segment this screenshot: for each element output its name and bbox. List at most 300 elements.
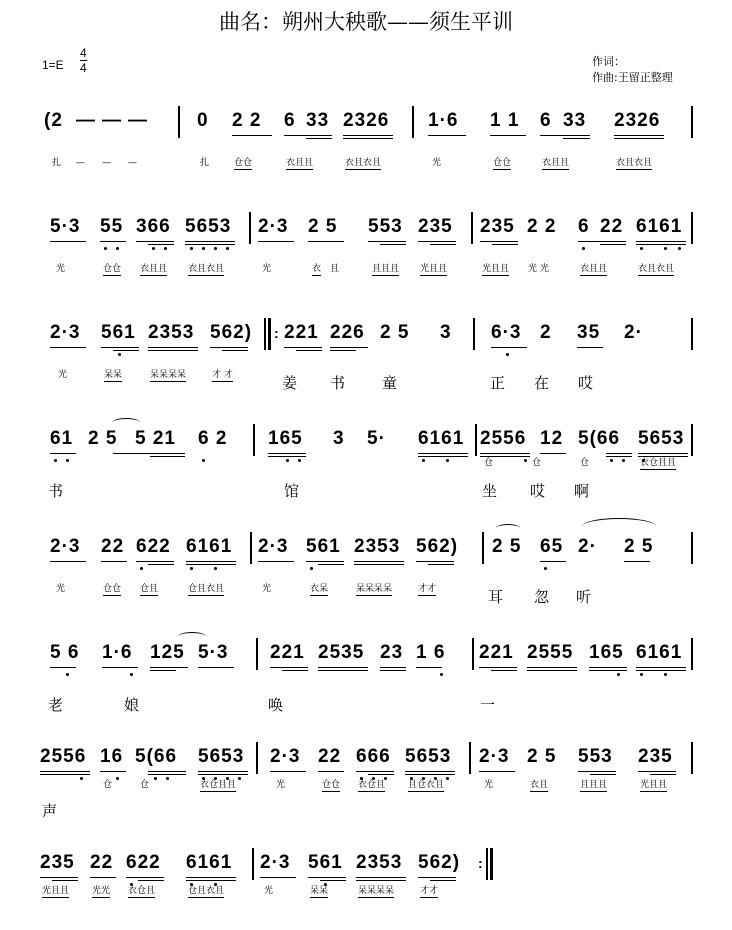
lyric: 老 bbox=[48, 696, 64, 714]
beam bbox=[589, 667, 627, 668]
note: 2326 bbox=[343, 110, 390, 131]
beam bbox=[606, 453, 632, 454]
beam bbox=[100, 241, 126, 242]
beam bbox=[296, 350, 322, 351]
note: 2353 bbox=[148, 322, 195, 343]
credits bbox=[592, 54, 673, 86]
perc-syllable: 衣且衣且 bbox=[345, 158, 382, 168]
beam bbox=[113, 350, 139, 351]
beam bbox=[318, 564, 344, 565]
beam bbox=[126, 877, 164, 878]
octave-dot bbox=[678, 247, 681, 250]
barline bbox=[473, 318, 475, 350]
note: 5653 bbox=[185, 216, 232, 237]
note: 6161 bbox=[636, 642, 683, 663]
octave-dot bbox=[130, 673, 133, 676]
note: 221 bbox=[284, 322, 319, 343]
note: 366 bbox=[136, 216, 171, 237]
beam bbox=[138, 880, 164, 881]
perc-syllable: 仓 bbox=[484, 458, 494, 468]
beam bbox=[638, 456, 688, 457]
beam bbox=[490, 135, 526, 136]
beam bbox=[590, 774, 616, 775]
composer: 作曲:王留正整理 bbox=[592, 71, 673, 84]
perc-syllable: — bbox=[128, 158, 137, 168]
beam bbox=[418, 241, 456, 242]
perc-syllable: 光 bbox=[262, 584, 272, 594]
beam bbox=[210, 347, 248, 348]
octave-dot bbox=[640, 673, 643, 676]
beam bbox=[380, 667, 406, 668]
note: 1 6 bbox=[416, 642, 446, 663]
note: 221 bbox=[270, 642, 305, 663]
beam bbox=[258, 561, 294, 562]
beam bbox=[50, 241, 86, 242]
lyrics-row bbox=[0, 800, 732, 822]
beam bbox=[198, 771, 248, 772]
beam bbox=[282, 670, 308, 671]
perc-syllable: 衣 bbox=[312, 264, 322, 274]
beam bbox=[308, 241, 344, 242]
note: 2555 bbox=[527, 642, 574, 663]
note: 2·3 bbox=[270, 746, 301, 767]
octave-dot bbox=[118, 353, 121, 356]
perc-syllable: 衣仓且 bbox=[358, 780, 386, 790]
note: 6 bbox=[578, 216, 590, 237]
barline bbox=[691, 212, 693, 244]
octave-dot bbox=[582, 247, 585, 250]
beam bbox=[563, 138, 590, 139]
percussion-row bbox=[0, 264, 732, 280]
note: 1·6 bbox=[428, 110, 459, 131]
note: 622 bbox=[126, 852, 161, 873]
note: 2·3 bbox=[258, 536, 289, 557]
lyric: 一 bbox=[480, 696, 496, 714]
lyric: 听 bbox=[576, 588, 592, 606]
beam bbox=[356, 877, 406, 878]
note: 3 bbox=[440, 322, 452, 343]
beam bbox=[491, 347, 527, 348]
beam bbox=[480, 241, 518, 242]
lyric: 在 bbox=[534, 374, 550, 392]
perc-syllable: 衣且且 bbox=[286, 158, 314, 168]
notes-row bbox=[0, 640, 732, 668]
perc-syllable: 仓且衣且 bbox=[188, 886, 225, 896]
song-title: 曲名：朔州大秧歌——须生平训 bbox=[219, 10, 513, 34]
key-signature: 1=E bbox=[42, 58, 64, 72]
note: 22 bbox=[101, 536, 125, 557]
beam bbox=[589, 670, 627, 671]
note: 22 bbox=[318, 746, 342, 767]
percussion-row bbox=[0, 886, 732, 902]
beam bbox=[638, 453, 688, 454]
perc-syllable: 且仓衣且 bbox=[408, 780, 445, 790]
repeat-dots: : bbox=[478, 855, 484, 871]
beam bbox=[186, 877, 236, 878]
perc-syllable: 光且且 bbox=[482, 264, 510, 274]
perc-syllable: 光且且 bbox=[640, 780, 668, 790]
beam bbox=[113, 453, 185, 454]
perc-syllable: 呆呆呆呆 bbox=[356, 584, 393, 594]
beam bbox=[577, 347, 603, 348]
lyric: 正 bbox=[490, 374, 506, 392]
beam bbox=[491, 670, 517, 671]
perc-syllable: 呆呆 bbox=[104, 370, 123, 380]
beam bbox=[102, 667, 138, 668]
beam bbox=[320, 880, 346, 881]
beam bbox=[318, 670, 368, 671]
octave-dot bbox=[640, 247, 643, 250]
barline bbox=[469, 742, 471, 774]
beam bbox=[270, 771, 306, 772]
lyric: 馆 bbox=[284, 482, 300, 500]
octave-dot bbox=[190, 247, 193, 250]
perc-syllable: 光且且 bbox=[420, 264, 448, 274]
barline bbox=[691, 106, 693, 138]
beam bbox=[101, 561, 127, 562]
beam bbox=[428, 135, 466, 136]
lyric: 哎 bbox=[578, 374, 594, 392]
beam bbox=[636, 667, 686, 668]
barline bbox=[178, 106, 180, 138]
perc-syllable: 仓且 bbox=[140, 584, 159, 594]
note: 0 bbox=[197, 110, 209, 131]
octave-dot bbox=[140, 567, 143, 570]
beam bbox=[268, 456, 306, 457]
note: (2 bbox=[44, 110, 63, 131]
notes-row bbox=[0, 426, 732, 454]
note: 2·3 bbox=[50, 536, 81, 557]
note: 2·3 bbox=[50, 322, 81, 343]
perc-syllable: 光且且 bbox=[42, 886, 70, 896]
note: 65 bbox=[540, 536, 564, 557]
beam bbox=[416, 561, 454, 562]
beam bbox=[650, 774, 676, 775]
beam bbox=[185, 244, 235, 245]
time-signature-bottom: 4 bbox=[80, 61, 87, 75]
beam bbox=[405, 774, 455, 775]
perc-syllable: — bbox=[102, 158, 111, 168]
beam bbox=[150, 667, 188, 668]
beam bbox=[368, 241, 406, 242]
note: 5(66 bbox=[578, 428, 621, 449]
barline bbox=[490, 848, 493, 880]
note: 6·3 bbox=[491, 322, 522, 343]
beam bbox=[148, 350, 198, 351]
barline bbox=[691, 742, 693, 774]
beam bbox=[600, 244, 626, 245]
note: 2 bbox=[540, 322, 552, 343]
note: 6 bbox=[284, 110, 296, 131]
beam bbox=[308, 877, 346, 878]
note: 6161 bbox=[186, 852, 233, 873]
perc-syllable: 扎 bbox=[52, 158, 62, 168]
beam bbox=[418, 877, 456, 878]
lyric: 耳 bbox=[488, 588, 504, 606]
note: 235 bbox=[40, 852, 75, 873]
lyricist: 作词： bbox=[592, 55, 625, 68]
note: 5· bbox=[367, 428, 386, 449]
beam bbox=[284, 135, 332, 136]
note: 5653 bbox=[405, 746, 452, 767]
note: 622 bbox=[136, 536, 171, 557]
beam bbox=[380, 244, 406, 245]
note: 2 5 bbox=[492, 536, 522, 557]
note: 3 bbox=[333, 428, 345, 449]
note: 5 6 bbox=[50, 642, 80, 663]
octave-dot bbox=[617, 673, 620, 676]
barline bbox=[691, 638, 693, 670]
beam bbox=[148, 564, 174, 565]
note: 2·3 bbox=[258, 216, 289, 237]
beam bbox=[150, 456, 185, 457]
note: 5·3 bbox=[50, 216, 81, 237]
beam bbox=[148, 774, 186, 775]
beam bbox=[527, 667, 577, 668]
note: 666 bbox=[356, 746, 391, 767]
lyrics-row bbox=[0, 480, 732, 502]
time-signature bbox=[80, 46, 87, 75]
beam bbox=[258, 241, 294, 242]
note: 6161 bbox=[186, 536, 233, 557]
beam bbox=[136, 561, 174, 562]
beam bbox=[356, 771, 394, 772]
lyric: 书 bbox=[48, 482, 64, 500]
perc-syllable: 衣仓且且 bbox=[200, 780, 237, 790]
octave-dot bbox=[214, 247, 217, 250]
beam bbox=[330, 350, 356, 351]
beam bbox=[578, 241, 626, 242]
octave-dot bbox=[664, 247, 667, 250]
perc-syllable: 光 bbox=[262, 264, 272, 274]
note: 226 bbox=[330, 322, 365, 343]
notes-row bbox=[0, 850, 732, 878]
beam bbox=[318, 771, 344, 772]
perc-syllable: 光光 bbox=[92, 886, 111, 896]
lyric: 唤 bbox=[268, 696, 284, 714]
notes-row bbox=[0, 744, 732, 772]
perc-syllable: 仓 bbox=[140, 780, 150, 790]
beam bbox=[284, 347, 322, 348]
beam bbox=[185, 241, 235, 242]
perc-syllable: 光 bbox=[56, 584, 66, 594]
beam bbox=[638, 771, 676, 772]
note: 561 bbox=[101, 322, 136, 343]
beam bbox=[222, 350, 248, 351]
note: 125 bbox=[150, 642, 185, 663]
note: 2·3 bbox=[260, 852, 291, 873]
perc-syllable: — bbox=[76, 158, 85, 168]
note: 12 bbox=[540, 428, 564, 449]
note: 2 2 bbox=[232, 110, 262, 131]
beam bbox=[540, 135, 590, 136]
perc-syllable: 衣且 bbox=[530, 780, 549, 790]
beam bbox=[418, 456, 468, 457]
beam bbox=[480, 453, 530, 454]
note: 2326 bbox=[614, 110, 661, 131]
note: 561 bbox=[306, 536, 341, 557]
note: 235 bbox=[418, 216, 453, 237]
note: 61 bbox=[50, 428, 74, 449]
note: — bbox=[76, 110, 96, 131]
barline bbox=[691, 424, 693, 456]
beam bbox=[354, 561, 404, 562]
note: 2 2 bbox=[527, 216, 557, 237]
barline bbox=[471, 212, 473, 244]
note: 2353 bbox=[354, 536, 401, 557]
beam bbox=[40, 774, 90, 775]
perc-syllable: 光 光 bbox=[528, 264, 549, 274]
perc-syllable: 才 才 bbox=[212, 370, 233, 380]
beam bbox=[198, 774, 248, 775]
beam bbox=[416, 667, 442, 668]
barline bbox=[268, 318, 271, 350]
beam bbox=[606, 456, 632, 457]
perc-syllable: 仓仓 bbox=[103, 264, 122, 274]
lyric: 坐 bbox=[482, 482, 498, 500]
perc-syllable: 呆呆呆呆 bbox=[150, 370, 187, 380]
lyrics-row bbox=[0, 694, 732, 716]
beam bbox=[136, 241, 174, 242]
perc-syllable: 仓 bbox=[580, 458, 590, 468]
beam bbox=[356, 880, 406, 881]
octave-dot bbox=[116, 247, 119, 250]
perc-syllable: 光 bbox=[484, 780, 494, 790]
lyrics-row bbox=[0, 372, 732, 394]
perc-syllable: 才才 bbox=[420, 886, 439, 896]
barline bbox=[472, 638, 474, 670]
beam bbox=[268, 453, 306, 454]
perc-syllable: 才才 bbox=[418, 584, 437, 594]
beam bbox=[636, 670, 686, 671]
lyric: 书 bbox=[330, 374, 346, 392]
percussion-row bbox=[0, 158, 732, 174]
repeat-dots: : bbox=[274, 325, 280, 341]
beam bbox=[354, 564, 404, 565]
note: 6161 bbox=[636, 216, 683, 237]
perc-syllable: 扎 bbox=[200, 158, 210, 168]
perc-syllable: 衣且且 bbox=[140, 264, 168, 274]
note: 6 bbox=[540, 110, 552, 131]
barline bbox=[691, 318, 693, 350]
note: 22 bbox=[90, 852, 114, 873]
beam bbox=[343, 135, 393, 136]
lyric: 哎 bbox=[530, 482, 546, 500]
barline bbox=[256, 638, 258, 670]
beam bbox=[527, 670, 577, 671]
beam bbox=[50, 453, 76, 454]
note: 553 bbox=[368, 216, 403, 237]
beam bbox=[50, 561, 86, 562]
beam bbox=[330, 347, 368, 348]
octave-dot bbox=[202, 247, 205, 250]
beam bbox=[368, 774, 394, 775]
perc-syllable: 光 bbox=[264, 886, 274, 896]
beam bbox=[198, 667, 234, 668]
lyric: 忽 bbox=[534, 588, 550, 606]
beam bbox=[232, 135, 272, 136]
beam bbox=[492, 244, 518, 245]
note: 23 bbox=[380, 642, 404, 663]
note: — bbox=[128, 110, 148, 131]
note: 5 21 bbox=[135, 428, 176, 449]
note: 235 bbox=[480, 216, 515, 237]
note: 35 bbox=[577, 322, 601, 343]
beam bbox=[100, 771, 126, 772]
beam bbox=[636, 241, 686, 242]
lyrics-row bbox=[0, 586, 732, 608]
note: 2 5 bbox=[624, 536, 654, 557]
beam bbox=[306, 561, 344, 562]
perc-syllable: 仓仓 bbox=[234, 158, 253, 168]
octave-dot bbox=[664, 673, 667, 676]
beam bbox=[148, 347, 198, 348]
note: 562) bbox=[416, 536, 459, 557]
beam bbox=[428, 564, 454, 565]
beam bbox=[40, 877, 78, 878]
note: — bbox=[102, 110, 122, 131]
note: 2 5 bbox=[88, 428, 118, 449]
perc-syllable: 衣呆 bbox=[310, 584, 329, 594]
note: 165 bbox=[589, 642, 624, 663]
slur bbox=[496, 524, 520, 533]
beam bbox=[418, 453, 468, 454]
note: 2· bbox=[578, 536, 597, 557]
slur bbox=[582, 518, 656, 535]
note: 33 bbox=[563, 110, 587, 131]
note: 5653 bbox=[198, 746, 245, 767]
notes-row bbox=[0, 320, 732, 348]
beam bbox=[270, 667, 308, 668]
octave-dot bbox=[66, 673, 69, 676]
note: 553 bbox=[578, 746, 613, 767]
perc-syllable: 仓且衣且 bbox=[188, 584, 225, 594]
notes-row bbox=[0, 108, 732, 136]
beam bbox=[540, 561, 566, 562]
note: 2353 bbox=[356, 852, 403, 873]
beam bbox=[540, 453, 566, 454]
beam bbox=[306, 138, 332, 139]
note: 16 bbox=[100, 746, 124, 767]
barline bbox=[249, 212, 251, 244]
note: 2·3 bbox=[479, 746, 510, 767]
note: 2 5 bbox=[527, 746, 557, 767]
note: 2 5 bbox=[308, 216, 338, 237]
octave-dot bbox=[164, 247, 167, 250]
perc-syllable: 光 bbox=[56, 264, 66, 274]
octave-dot bbox=[226, 247, 229, 250]
beam bbox=[186, 564, 236, 565]
note: 235 bbox=[638, 746, 673, 767]
beam bbox=[614, 135, 664, 136]
perc-syllable: 且且且 bbox=[372, 264, 400, 274]
barline bbox=[256, 742, 258, 774]
barline bbox=[250, 532, 252, 564]
note: 1 1 bbox=[490, 110, 520, 131]
note: 5653 bbox=[638, 428, 685, 449]
note: 55 bbox=[100, 216, 124, 237]
perc-syllable: 仓仓 bbox=[493, 158, 512, 168]
beam bbox=[430, 880, 456, 881]
note: 165 bbox=[268, 428, 303, 449]
perc-syllable: 光 bbox=[432, 158, 442, 168]
perc-syllable: 仓 bbox=[532, 458, 542, 468]
perc-syllable: 光 bbox=[276, 780, 286, 790]
barline bbox=[253, 424, 255, 456]
beam bbox=[636, 244, 686, 245]
beam bbox=[40, 771, 90, 772]
barline bbox=[475, 424, 477, 456]
